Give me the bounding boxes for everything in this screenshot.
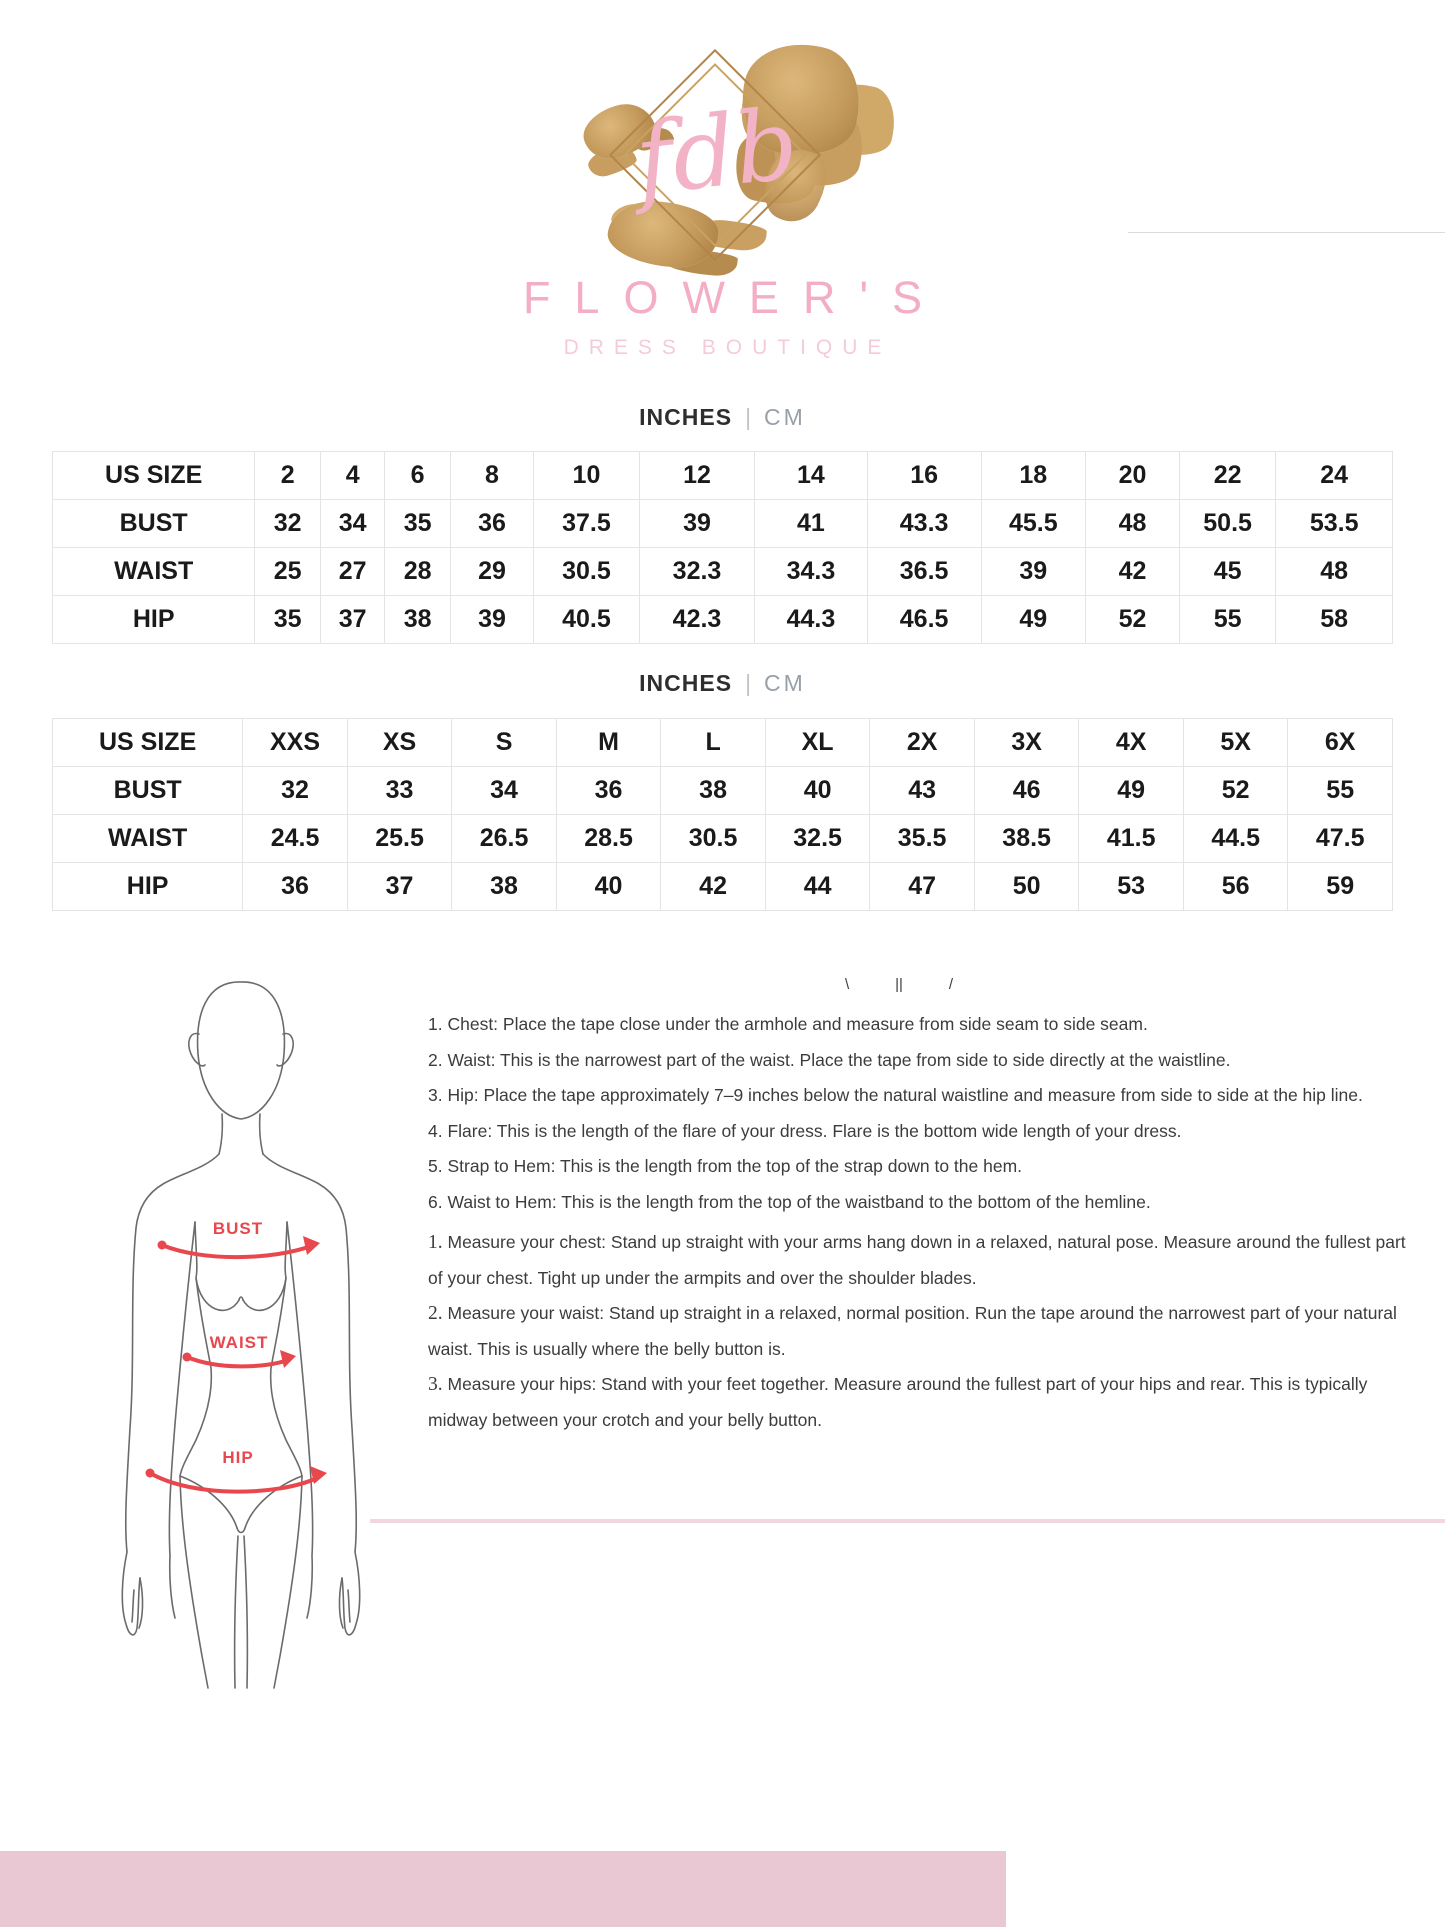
value-cell: L — [661, 719, 766, 767]
value-cell: 41.5 — [1079, 815, 1184, 863]
value-cell: 25 — [255, 548, 321, 596]
row-label-cell: US SIZE — [53, 719, 243, 767]
value-cell: 12 — [639, 452, 754, 500]
value-cell: 4 — [320, 452, 384, 500]
value-cell: 48 — [1086, 500, 1180, 548]
row-label-cell: HIP — [53, 863, 243, 911]
numeric-size-table — [52, 451, 1393, 644]
instruction-text: Waist: This is the narrowest part of the waist. Place the tape from side to side directly at the waistline. — [447, 1049, 1231, 1070]
value-cell: 27 — [320, 548, 384, 596]
value-cell: 36 — [556, 767, 661, 815]
value-cell: 8 — [450, 452, 533, 500]
instruction-item — [428, 1043, 1408, 1079]
value-cell: 49 — [1079, 767, 1184, 815]
bust-label: BUST — [212, 1219, 264, 1238]
value-cell: 22 — [1179, 452, 1275, 500]
value-cell: 6X — [1288, 719, 1393, 767]
value-cell: 38 — [385, 596, 451, 644]
units-separator: | — [745, 404, 752, 430]
value-cell: 48 — [1276, 548, 1393, 596]
value-cell: 35.5 — [870, 815, 975, 863]
instruction-text: Waist to Hem: This is the length from the top of the waistband to the bottom of the hemline. — [447, 1191, 1151, 1212]
instruction-item — [428, 1185, 1408, 1221]
decorative-rays-icon — [845, 976, 953, 993]
value-cell: 32 — [255, 500, 321, 548]
units-inches-label: INCHES — [639, 670, 733, 696]
value-cell: 35 — [255, 596, 321, 644]
value-cell: 36 — [450, 500, 533, 548]
value-cell: 47.5 — [1288, 815, 1393, 863]
value-cell: 35 — [385, 500, 451, 548]
value-cell: 33 — [347, 767, 452, 815]
instruction-text: Flare: This is the length of the flare of your dress. Flare is the bottom wide length of your dress. — [447, 1120, 1182, 1141]
value-cell: XL — [765, 719, 870, 767]
section-divider-line — [370, 1519, 1445, 1523]
value-cell: 20 — [1086, 452, 1180, 500]
measurement-instructions — [428, 1007, 1408, 1438]
waist-label: WAIST — [209, 1333, 269, 1352]
value-cell: 38 — [661, 767, 766, 815]
value-cell: 34 — [320, 500, 384, 548]
value-cell: 44 — [765, 863, 870, 911]
ray-right: / — [948, 976, 953, 993]
units-separator: | — [745, 670, 752, 696]
value-cell: S — [452, 719, 557, 767]
value-cell: M — [556, 719, 661, 767]
instruction-number: 2. — [428, 1049, 448, 1070]
value-cell: 38 — [452, 863, 557, 911]
instruction-number: 1. — [428, 1014, 448, 1034]
value-cell: 44.3 — [755, 596, 868, 644]
units-header-inches-cm — [0, 404, 1445, 431]
measurement-definitions-list — [428, 1007, 1408, 1220]
instruction-text: Measure your chest: Stand up straight with your arms hang down in a relaxed, natural pose. Measure around the fullest part of your chest. Tight up under the armpits and over the shoulder blades. — [428, 1232, 1406, 1288]
table-header-row — [53, 719, 1393, 767]
table-row — [53, 596, 1393, 644]
value-cell: 41 — [755, 500, 868, 548]
value-cell: 55 — [1179, 596, 1275, 644]
value-cell: 34 — [452, 767, 557, 815]
instruction-text: Strap to Hem: This is the length from the top of the strap down to the hem. — [447, 1156, 1023, 1176]
value-cell: 10 — [534, 452, 640, 500]
how-to-measure-list — [428, 1225, 1408, 1438]
value-cell: 39 — [981, 548, 1086, 596]
instruction-number: 5. — [428, 1156, 448, 1176]
instruction-item — [428, 1007, 1408, 1043]
value-cell: 26.5 — [452, 815, 557, 863]
units-cm-label: CM — [764, 404, 806, 430]
value-cell: 43.3 — [867, 500, 981, 548]
row-label-cell: WAIST — [53, 548, 255, 596]
hip-label: HIP — [222, 1448, 254, 1467]
instruction-item — [428, 1296, 1408, 1367]
instruction-number: 2. — [428, 1303, 448, 1324]
value-cell: 40 — [556, 863, 661, 911]
table-row — [53, 815, 1393, 863]
value-cell: 52 — [1086, 596, 1180, 644]
value-cell: 37.5 — [534, 500, 640, 548]
value-cell: 59 — [1288, 863, 1393, 911]
row-label-cell: US SIZE — [53, 452, 255, 500]
value-cell: 40 — [765, 767, 870, 815]
value-cell: 3X — [974, 719, 1079, 767]
units-header-inches-cm — [0, 670, 1445, 697]
ray-middle: || — [895, 976, 903, 993]
units-inches-label: INCHES — [639, 404, 733, 430]
value-cell: 58 — [1276, 596, 1393, 644]
table-row — [53, 767, 1393, 815]
top-right-rule — [1128, 232, 1445, 233]
value-cell: 28.5 — [556, 815, 661, 863]
instruction-number: 3. — [428, 1374, 448, 1395]
value-cell: 16 — [867, 452, 981, 500]
instruction-text: Measure your waist: Stand up straight in a relaxed, normal position. Run the tape around the narrowest part of your natural waist. This is usually where the belly button is. — [428, 1303, 1397, 1359]
value-cell: 36.5 — [867, 548, 981, 596]
row-label-cell: BUST — [53, 767, 243, 815]
value-cell: 32 — [243, 767, 348, 815]
value-cell: 30.5 — [534, 548, 640, 596]
value-cell: 36 — [243, 863, 348, 911]
instruction-text: Hip: Place the tape approximately 7–9 inches below the natural waistline and measure from side to side at the hip line. — [447, 1085, 1363, 1105]
letter-size-table-wrap — [52, 718, 1393, 911]
value-cell: 34.3 — [755, 548, 868, 596]
instruction-number: 1. — [428, 1232, 448, 1253]
value-cell: XS — [347, 719, 452, 767]
body-measurement-figure — [118, 966, 410, 1706]
value-cell: 32.3 — [639, 548, 754, 596]
instruction-item — [428, 1367, 1408, 1438]
value-cell: 50 — [974, 863, 1079, 911]
table-row — [53, 500, 1393, 548]
table-row — [53, 863, 1393, 911]
instruction-item — [428, 1225, 1408, 1296]
instruction-number: 6. — [428, 1191, 448, 1212]
value-cell: 56 — [1183, 863, 1288, 911]
instruction-item — [428, 1149, 1408, 1185]
value-cell: 47 — [870, 863, 975, 911]
instruction-item — [428, 1114, 1408, 1150]
value-cell: 18 — [981, 452, 1086, 500]
value-cell: 45 — [1179, 548, 1275, 596]
instruction-number: 3. — [428, 1085, 448, 1105]
units-cm-label: CM — [764, 670, 806, 696]
row-label-cell: WAIST — [53, 815, 243, 863]
value-cell: 39 — [639, 500, 754, 548]
footer-bar — [0, 1851, 1006, 1927]
value-cell: 45.5 — [981, 500, 1086, 548]
value-cell: 25.5 — [347, 815, 452, 863]
value-cell: 14 — [755, 452, 868, 500]
instruction-text: Chest: Place the tape close under the armhole and measure from side seam to side seam. — [447, 1014, 1148, 1034]
value-cell: 30.5 — [661, 815, 766, 863]
value-cell: 53.5 — [1276, 500, 1393, 548]
value-cell: 42 — [1086, 548, 1180, 596]
value-cell: 29 — [450, 548, 533, 596]
numeric-size-table-wrap — [52, 451, 1393, 644]
instruction-number: 4. — [428, 1120, 448, 1141]
table-header-row — [53, 452, 1393, 500]
row-label-cell: BUST — [53, 500, 255, 548]
value-cell: 46.5 — [867, 596, 981, 644]
bust-arrow — [162, 1245, 311, 1257]
instruction-text: Measure your hips: Stand with your feet together. Measure around the fullest part of your hips and rear. This is typically midway between your crotch and your belly button. — [428, 1374, 1368, 1430]
value-cell: 24.5 — [243, 815, 348, 863]
value-cell: 39 — [450, 596, 533, 644]
value-cell: 28 — [385, 548, 451, 596]
table-row — [53, 548, 1393, 596]
value-cell: 50.5 — [1179, 500, 1275, 548]
row-label-cell: HIP — [53, 596, 255, 644]
value-cell: 49 — [981, 596, 1086, 644]
hip-arrow — [150, 1473, 317, 1492]
value-cell: 37 — [320, 596, 384, 644]
value-cell: 37 — [347, 863, 452, 911]
value-cell: 42 — [661, 863, 766, 911]
value-cell: 46 — [974, 767, 1079, 815]
value-cell: 2X — [870, 719, 975, 767]
instruction-item — [428, 1078, 1408, 1114]
value-cell: 53 — [1079, 863, 1184, 911]
value-cell: XXS — [243, 719, 348, 767]
brand-name: FLOWER'S — [522, 272, 947, 323]
value-cell: 4X — [1079, 719, 1184, 767]
value-cell: 32.5 — [765, 815, 870, 863]
value-cell: 44.5 — [1183, 815, 1288, 863]
ray-left: \ — [845, 976, 850, 993]
value-cell: 38.5 — [974, 815, 1079, 863]
value-cell: 5X — [1183, 719, 1288, 767]
letter-size-table — [52, 718, 1393, 911]
value-cell: 6 — [385, 452, 451, 500]
value-cell: 43 — [870, 767, 975, 815]
value-cell: 55 — [1288, 767, 1393, 815]
logo-monogram: fdb — [630, 87, 804, 218]
brand-subtitle: DRESS BOUTIQUE — [563, 336, 892, 359]
value-cell: 2 — [255, 452, 321, 500]
value-cell: 40.5 — [534, 596, 640, 644]
value-cell: 52 — [1183, 767, 1288, 815]
value-cell: 42.3 — [639, 596, 754, 644]
value-cell: 24 — [1276, 452, 1393, 500]
